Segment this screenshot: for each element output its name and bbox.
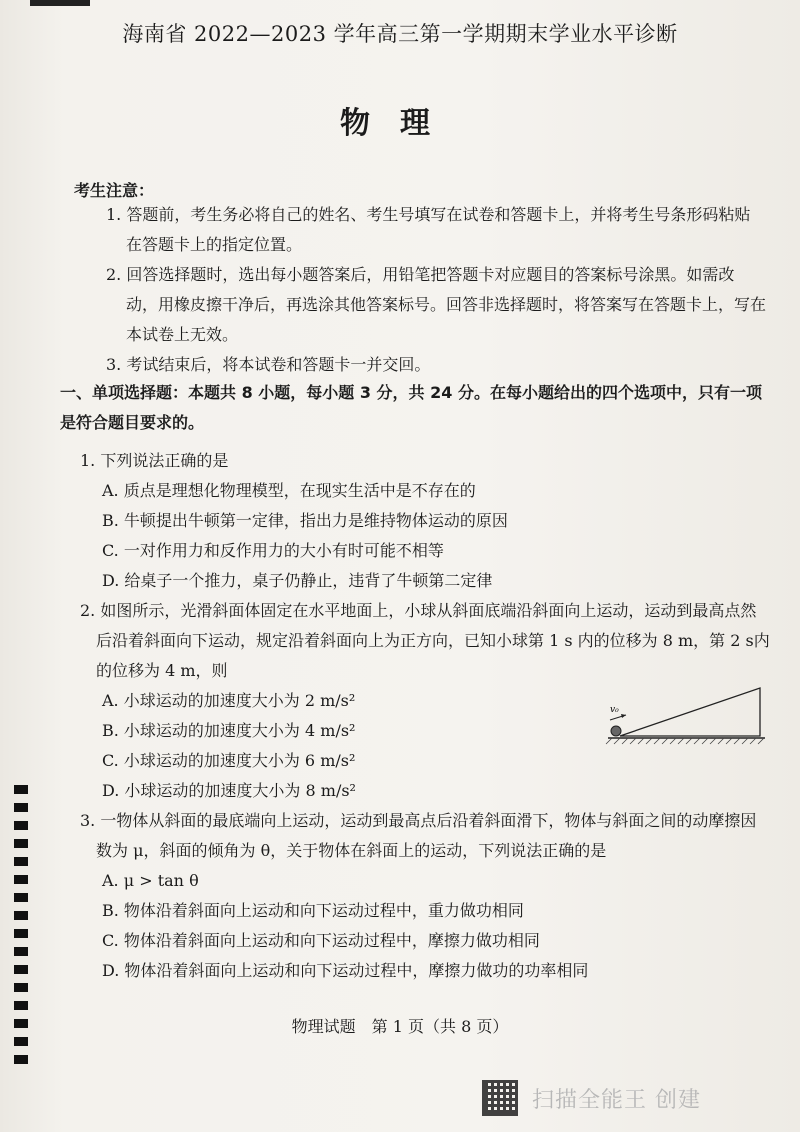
scan-edge-mark: [30, 0, 90, 6]
watermark-text: 扫描全能王 创建: [532, 1087, 701, 1113]
option-d: D. 物体沿着斜面向上运动和向下运动过程中，摩擦力做功的功率相同: [102, 961, 589, 980]
notice-heading: 考生注意：: [74, 181, 155, 200]
scanner-watermark: [482, 1080, 701, 1116]
question-stem: 2. 如图所示，光滑斜面体固定在水平地面上，小球从斜面底端沿斜面向上运动，运动到最高点然后沿着斜面向下运动，规定沿着斜面向上为正方向，已知小球第 1 s 内的位移为 8 m，第 2 s内的位移为 4 m，则: [80, 601, 770, 680]
option-d: D. 小球运动的加速度大小为 8 m/s²: [102, 781, 356, 800]
qr-code-icon: [482, 1080, 518, 1116]
option-c: C. 物体沿着斜面向上运动和向下运动过程中，摩擦力做功相同: [102, 931, 540, 950]
page-footer: 物理试题 第 1 页（共 8 页）: [291, 1017, 509, 1036]
notice-item-3: 3. 考试结束后，将本试卷和答题卡一并交回。: [106, 355, 431, 374]
ball-icon: [611, 726, 621, 736]
subject-title: 物理: [340, 106, 460, 141]
option-b: B. 小球运动的加速度大小为 4 m/s²: [102, 721, 356, 740]
option-a: A. μ > tan θ: [102, 871, 199, 890]
notice-list: [106, 200, 766, 380]
incline-diagram: [600, 680, 770, 750]
notice-item-2: 2. 回答选择题时，选出每小题答案后，用铅笔把答题卡对应题目的答案标号涂黑。如需改动，用橡皮擦干净后，再选涂其他答案标号。回答非选择题时，将答案写在答题卡上，写在本试卷上无效。: [106, 265, 767, 344]
exam-title: 海南省 2022—2023 学年高三第一学期期末学业水平诊断: [122, 22, 678, 46]
velocity-label: v₀: [610, 705, 619, 715]
section-heading: 一、单项选择题：本题共 8 小题，每小题 3 分，共 24 分。在每小题给出的四个选项中，只有一项是符合题目要求的。: [60, 383, 762, 432]
option-b: B. 物体沿着斜面向上运动和向下运动过程中，重力做功相同: [102, 901, 524, 920]
option-d: D. 给桌子一个推力，桌子仍静止，违背了牛顿第二定律: [102, 571, 493, 590]
question-3: [80, 806, 770, 986]
notice-item-1: 1. 答题前，考生务必将自己的姓名、考生号填写在试卷和答题卡上，并将考生号条形码粘贴在答题卡上的指定位置。: [106, 205, 751, 254]
option-c: C. 小球运动的加速度大小为 6 m/s²: [102, 751, 356, 770]
option-a: A. 小球运动的加速度大小为 2 m/s²: [102, 691, 356, 710]
option-b: B. 牛顿提出牛顿第一定律，指出力是维持物体运动的原因: [102, 511, 508, 530]
question-1: [80, 446, 770, 596]
binding-marks: [14, 785, 32, 1073]
option-c: C. 一对作用力和反作用力的大小有时可能不相等: [102, 541, 444, 560]
question-stem: 1. 下列说法正确的是: [80, 451, 229, 470]
option-a: A. 质点是理想化物理模型，在现实生活中是不存在的: [102, 481, 476, 500]
question-stem: 3. 一物体从斜面的最底端向上运动，运动到最高点后沿着斜面滑下，物体与斜面之间的动摩擦因数为 μ，斜面的倾角为 θ，关于物体在斜面上的运动，下列说法正确的是: [80, 811, 757, 860]
